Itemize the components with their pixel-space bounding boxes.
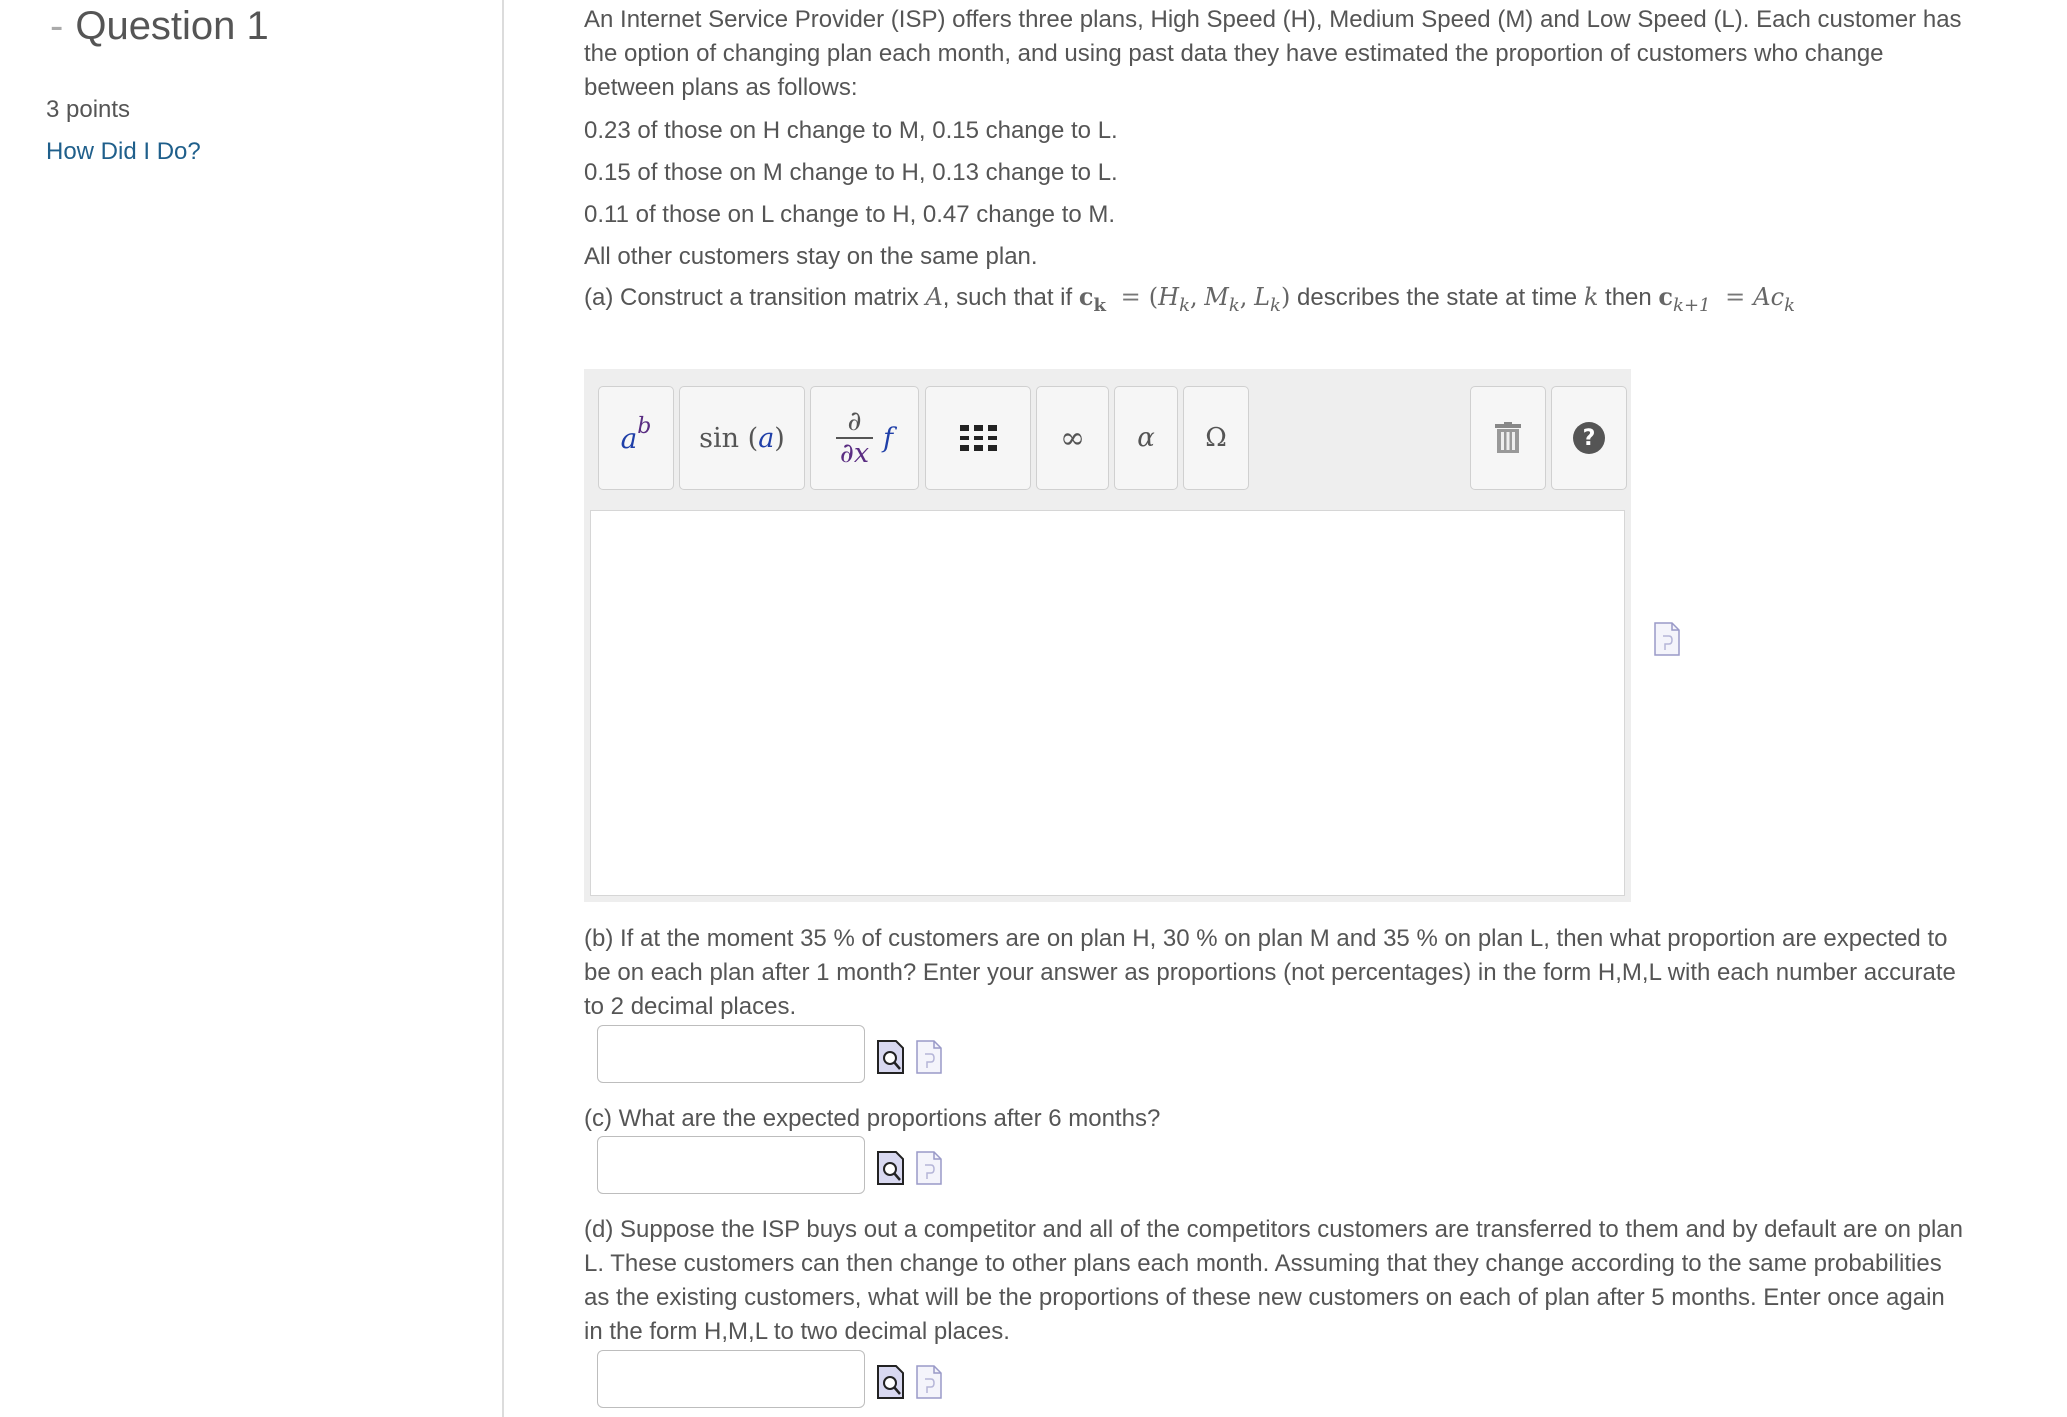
sin-label: sin	[699, 422, 740, 454]
points-label: 3 points	[46, 96, 131, 123]
help-icon: ?	[1573, 422, 1605, 454]
preview-d-icon[interactable]	[877, 1365, 905, 1399]
part-a-close: )	[1280, 283, 1291, 311]
part-a-matrix-symbol: A	[925, 283, 943, 311]
question-sidebar	[0, 0, 504, 1417]
part-a-text	[584, 280, 1964, 323]
rule-l: 0.11 of those on L change to H, 0.47 change to M.	[584, 201, 1116, 228]
question-intro: An Internet Service Provider (ISP) offers three plans, High Speed (H), Medium Speed (M) and Low Speed (L). Each customer has the option of changing plan each month, and using past data they have estimated the proportion of customers who change between plans as follows:	[584, 6, 1962, 101]
part-a-k: k	[1583, 283, 1599, 311]
function-button[interactable]	[679, 386, 805, 490]
answer-d-input[interactable]	[597, 1350, 865, 1408]
derivative-f: f	[883, 422, 894, 454]
equation-editor	[584, 369, 1631, 902]
part-a-t2: , such that if	[942, 284, 1079, 311]
how-did-i-do-link[interactable]: How Did I Do?	[46, 138, 201, 165]
derivative-numerator: ∂	[847, 406, 862, 437]
matrix-answer-area[interactable]	[590, 510, 1625, 896]
part-a-c: c	[1078, 282, 1094, 311]
omega-icon: Ω	[1205, 423, 1227, 453]
part-a-equals: =	[1120, 283, 1141, 311]
symbols-button[interactable]	[1183, 386, 1249, 490]
derivative-button[interactable]	[810, 386, 919, 490]
sin-arg: a	[758, 422, 775, 454]
power-exponent: b	[637, 413, 652, 439]
part-a-t1: (a) Construct a transition matrix	[584, 284, 926, 311]
part-a-c-sub: k	[1093, 295, 1106, 316]
answer-b-input[interactable]	[597, 1025, 865, 1083]
rule-h: 0.23 of those on H change to M, 0.15 change to L.	[584, 117, 1118, 144]
sin-close: )	[774, 422, 785, 454]
collapse-dash[interactable]: -	[50, 4, 64, 48]
part-c-text: (c) What are the expected proportions after 6 months?	[584, 1105, 1161, 1132]
question-title-text: Question 1	[75, 4, 269, 48]
part-a-rhs: Ac	[1753, 283, 1785, 311]
matrix-button[interactable]	[925, 386, 1031, 490]
question-title	[50, 4, 269, 49]
part-a-t4: then	[1598, 284, 1659, 311]
part-a-l-sub: k	[1270, 295, 1281, 316]
rule-m: 0.15 of those on M change to H, 0.13 change to L.	[584, 159, 1118, 186]
preview-c-icon[interactable]	[877, 1151, 905, 1185]
preview-doc-icon[interactable]	[1654, 622, 1680, 656]
answer-c-input[interactable]	[597, 1136, 865, 1194]
part-a-comma1: ,	[1189, 283, 1198, 311]
part-a-equals2: =	[1725, 283, 1746, 311]
part-a-c2: c	[1658, 282, 1674, 311]
power-button[interactable]	[598, 386, 674, 490]
part-d-text: (d) Suppose the ISP buys out a competitor and all of the competitors customers are transferred to them and by default are on plan L. These customers can then change to other plans each month. Assuming that they change according to the same probabilities as the existing customers, what will be the proportions of these new customers on each of plan after 5 months. Enter once again in the form H,M,L to two decimal places.	[584, 1216, 1963, 1345]
part-a-comma2: ,	[1239, 283, 1248, 311]
help-button[interactable]	[1551, 386, 1627, 490]
part-b-text: (b) If at the moment 35 % of customers are on plan H, 30 % on plan M and 35 % on plan L, then what proportion are expected to be on each plan after 1 month? Enter your answer as proportions (not percentages) in the form H,M,L with each number accurate to 2 decimal places.	[584, 925, 1956, 1020]
greek-button[interactable]	[1114, 386, 1178, 490]
doc-d-icon[interactable]	[916, 1365, 942, 1399]
part-a-l: L	[1254, 283, 1271, 311]
part-a-m-sub: k	[1228, 295, 1240, 316]
alpha-icon: α	[1137, 423, 1155, 453]
part-a-kplus1: k+1	[1673, 295, 1711, 316]
infinity-button[interactable]	[1036, 386, 1109, 490]
derivative-fraction	[836, 407, 873, 469]
derivative-denominator: ∂x	[836, 437, 873, 469]
part-a-t3: describes the state at time	[1290, 284, 1584, 311]
rule-other: All other customers stay on the same plan.	[584, 243, 1038, 270]
matrix-icon	[960, 425, 997, 451]
preview-b-icon[interactable]	[877, 1040, 905, 1074]
sin-open: (	[747, 422, 759, 454]
part-a-m: M	[1204, 283, 1229, 311]
doc-b-icon[interactable]	[916, 1040, 942, 1074]
part-a-h-sub: k	[1179, 295, 1190, 316]
part-a-open: (	[1148, 283, 1159, 311]
trash-icon	[1494, 422, 1522, 454]
clear-button[interactable]	[1470, 386, 1546, 490]
part-a-rhs-sub: k	[1784, 295, 1795, 316]
power-base: a	[620, 421, 638, 455]
part-a-h: H	[1158, 283, 1180, 311]
doc-c-icon[interactable]	[916, 1151, 942, 1185]
infinity-icon: ∞	[1060, 420, 1085, 456]
